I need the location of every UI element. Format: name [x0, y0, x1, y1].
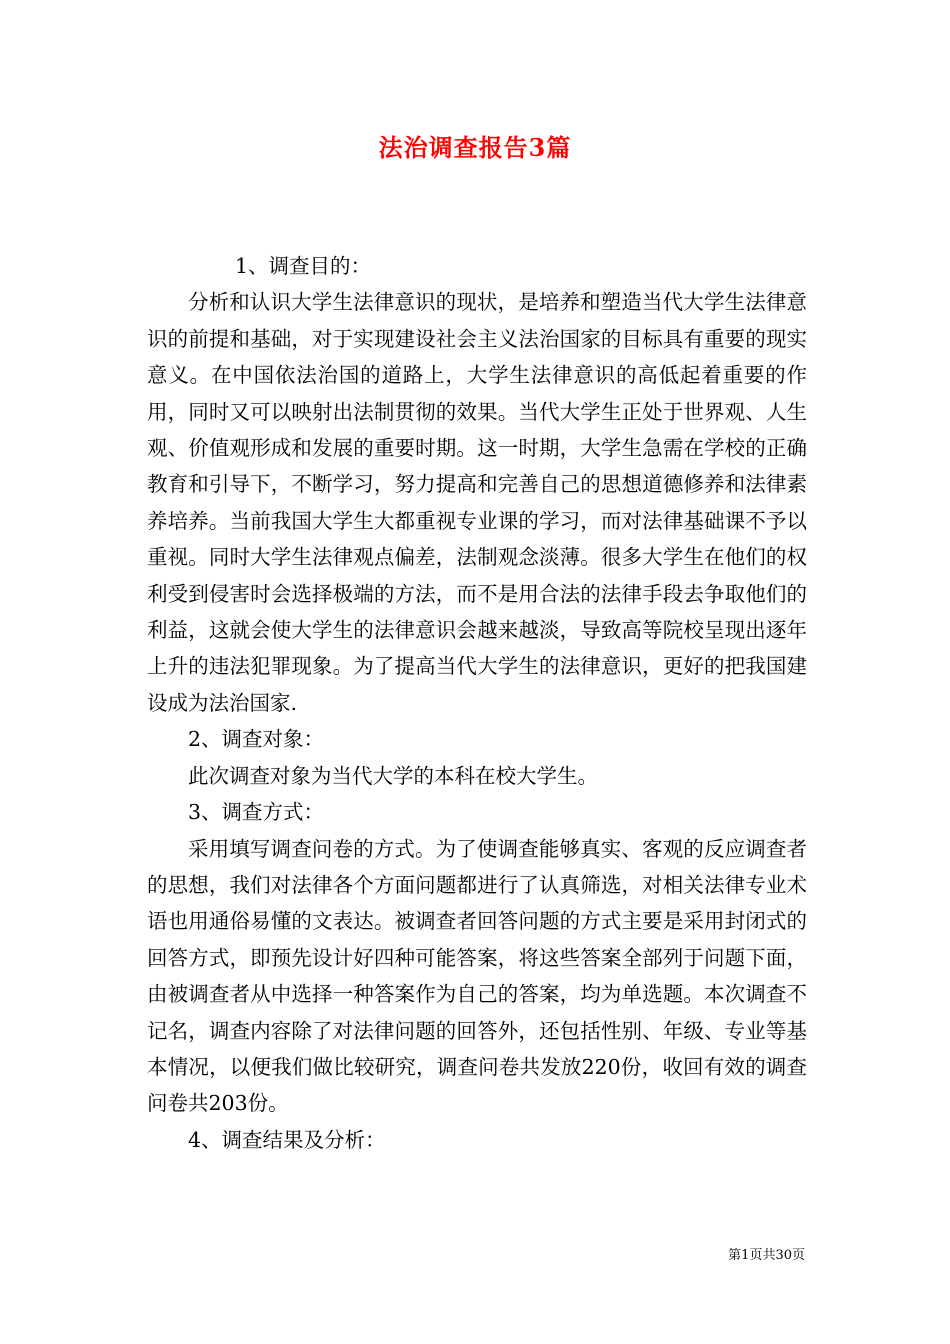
- section-heading-method: 3、调查方式：: [188, 800, 325, 825]
- document-body: [147, 248, 807, 1158]
- page-number: 第1页共30页: [728, 1248, 805, 1263]
- section-text-method: 采用填写调查问卷的方式。为了使调查能够真实、客观的反应调查者的思想，我们对法律各个方面问题都进行了认真筛选，对相关法律专业术语也用通俗易懂的文表达。被调查者回答问题的方式主要是采用封闭式的回答方式，即预先设计好四种可能答案，将这些答案全部列于问题下面，由被调查者从中选择一种答案作为自己的答案，均为单选题。本次调查不记名，调查内容除了对法律问题的回答外，还包括性别、年级、专业等基本情况，以便我们做比较研究，调查问卷共发放220份，收回有效的调查问卷共203份。: [147, 836, 807, 1116]
- section-heading-subject: 2、调查对象：: [188, 727, 325, 752]
- section-heading-purpose: 1、调查目的：: [235, 254, 372, 278]
- section-text-subject: 此次调查对象为当代大学的本科在校大学生。: [188, 763, 598, 788]
- section-text-purpose: 分析和认识大学生法律意识的现状，是培养和塑造当代大学生法律意识的前提和基础，对于实现建设社会主义法治国家的目标具有重要的现实意义。在中国依法治国的道路上，大学生法律意识的高低起着重要的作用，同时又可以映射出法制贯彻的效果。当代大学生正处于世界观、人生观、价值观形成和发展的重要时期。这一时期，大学生急需在学校的正确教育和引导下，不断学习，努力提高和完善自己的思想道德修养和法律素养培养。当前我国大学生大都重视专业课的学习，而对法律基础课不予以重视。同时大学生法律观点偏差，法制观念淡薄。很多大学生在他们的权利受到侵害时会选择极端的方法，而不是用合法的法律手段去争取他们的利益，这就会使大学生的法律意识会越来越淡，导致高等院校呈现出逐年上升的违法犯罪现象。为了提高当代大学生的法律意识，更好的把我国建设成为法治国家.: [147, 290, 807, 715]
- section-heading-results: 4、调查结果及分析：: [188, 1127, 386, 1152]
- document-title: 法治调查报告3篇: [378, 133, 572, 162]
